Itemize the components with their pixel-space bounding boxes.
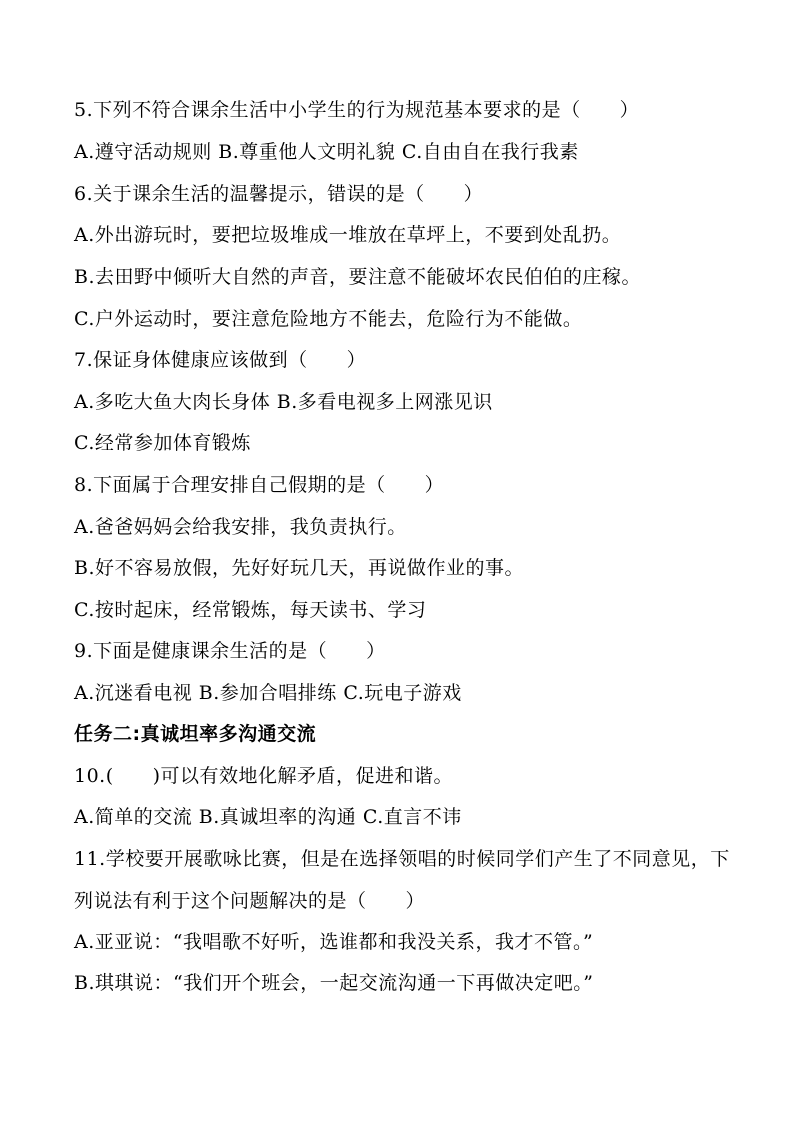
question-10-options: A.简单的交流 B.真诚坦率的沟通 C.直言不讳 [74, 806, 462, 828]
question-6-option-a: A.外出游玩时，要把垃圾堆成一堆放在草坪上，不要到处乱扔。 [74, 224, 622, 246]
question-7: 7.保证身体健康应该做到（ ） [74, 349, 367, 371]
question-8: 8.下面属于合理安排自己假期的是（ ） [74, 474, 445, 496]
question-8-option-b: B.好不容易放假，先好好玩几天，再说做作业的事。 [74, 557, 525, 579]
question-11-option-b: B.琪琪说：“我们开个班会，一起交流沟通一下再做决定吧。” [74, 972, 594, 994]
question-11-option-a: A.亚亚说：“我唱歌不好听，选谁都和我没关系，我才不管。” [74, 931, 594, 953]
question-6-option-b: B.去田野中倾听大自然的声音，要注意不能破坏农民伯伯的庄稼。 [74, 266, 642, 288]
question-7-options-ab: A.多吃大鱼大肉长身体 B.多看电视多上网涨见识 [74, 391, 493, 413]
section-heading-task-2: 任务二:真诚坦率多沟通交流 [74, 723, 317, 745]
question-6-option-c: C.户外运动时，要注意危险地方不能去，危险行为不能做。 [74, 308, 583, 330]
question-8-option-a: A.爸爸妈妈会给我安排，我负责执行。 [74, 516, 407, 538]
question-6: 6.关于课余生活的温馨提示，错误的是（ ） [74, 183, 484, 205]
question-9: 9.下面是健康课余生活的是（ ） [74, 640, 386, 662]
question-5: 5.下列不符合课余生活中小学生的行为规范基本要求的是（ ） [74, 99, 640, 121]
question-11: 11.学校要开展歌咏比赛，但是在选择领唱的时候同学们产生了不同意见，下列说法有利于这个问题解决的是（ ） [74, 848, 730, 912]
question-7-option-c: C.经常参加体育锻炼 [74, 432, 251, 454]
question-8-option-c: C.按时起床，经常锻炼，每天读书、学习 [74, 599, 427, 621]
question-10: 10.( )可以有效地化解矛盾，促进和谐。 [74, 765, 454, 787]
question-9-options: A.沉迷看电视 B.参加合唱排练 C.玩电子游戏 [74, 682, 462, 704]
question-5-options: A.遵守活动规则 B.尊重他人文明礼貌 C.自由自在我行我素 [74, 141, 579, 163]
